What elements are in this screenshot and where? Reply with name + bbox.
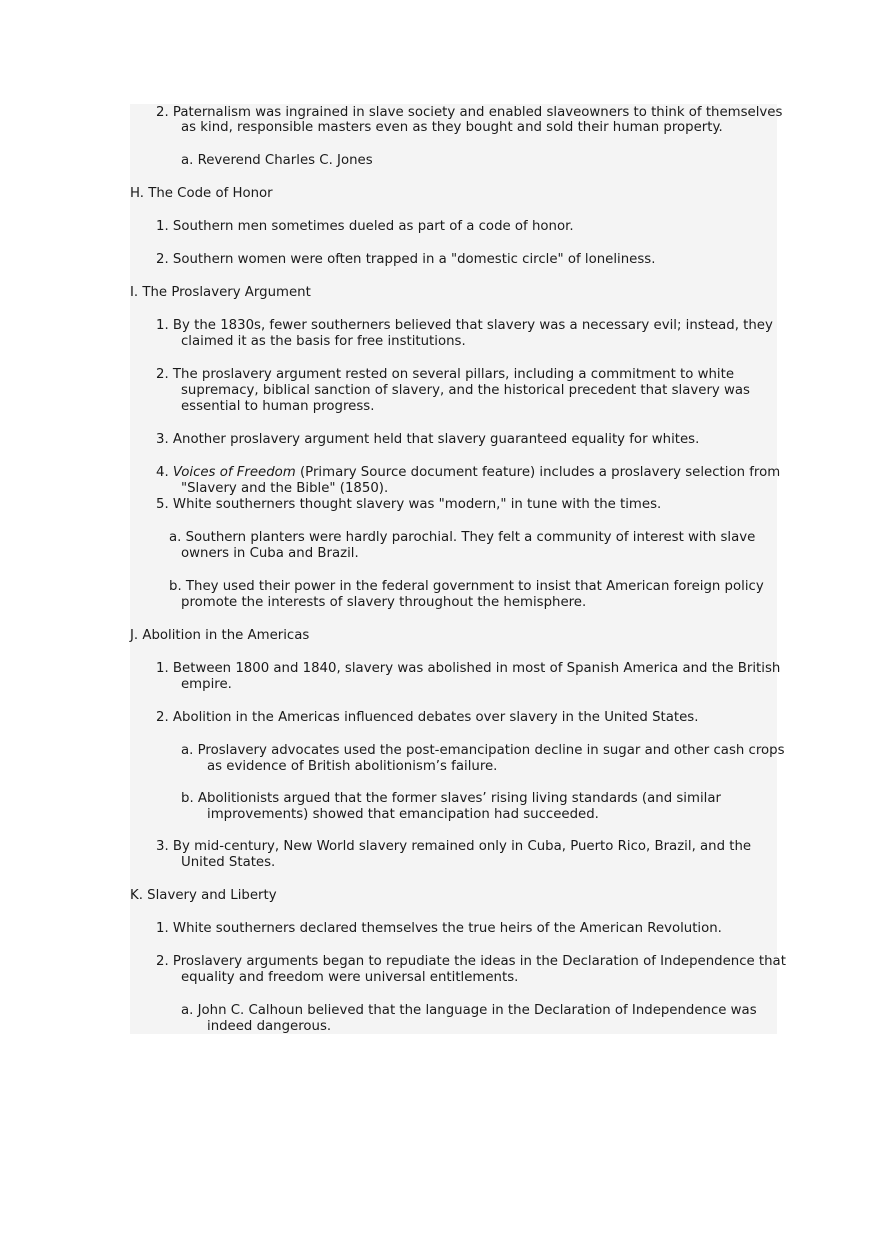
item-text: (Primary Source document feature) includes a proslavery selection from — [295, 465, 781, 480]
item-text: as kind, responsible masters even as they bought and sold their human property. — [181, 120, 723, 135]
item-text: Proslavery arguments began to repudiate the ideas in the Declaration of Independence that — [172, 954, 786, 969]
item-text: United States. — [181, 855, 276, 870]
item-text: Abolition in the Americas influenced debates over slavery in the United States. — [172, 710, 699, 725]
item-number: a. — [181, 743, 194, 758]
item-number: 2. — [156, 105, 169, 120]
section-heading: H. The Code of Honor — [130, 186, 273, 201]
item-number: 1. — [156, 318, 169, 333]
item-number: 4. — [156, 465, 169, 480]
item-text: improvements) showed that emancipation had succeeded. — [207, 807, 599, 822]
item-text: as evidence of British abolitionism’s failure. — [207, 759, 498, 774]
item-text: empire. — [181, 677, 232, 692]
item-text: Southern planters were hardly parochial. They felt a community of interest with slave — [185, 530, 756, 545]
item-text: By the 1830s, fewer southerners believed that slavery was a necessary evil; instead, they — [172, 318, 773, 333]
item-text: Another proslavery argument held that slavery guaranteed equality for whites. — [172, 432, 700, 447]
item-text: The proslavery argument rested on several pillars, including a commitment to white — [172, 367, 734, 382]
item-text: Reverend Charles C. Jones — [197, 153, 373, 168]
item-number: a. — [169, 530, 182, 545]
item-number: 5. — [156, 497, 169, 512]
item-number: 3. — [156, 432, 169, 447]
item-number: 2. — [156, 954, 169, 969]
item-text: They used their power in the federal government to insist that American foreign policy — [185, 579, 764, 594]
item-text: claimed it as the basis for free institutions. — [181, 334, 466, 349]
item-text: White southerners declared themselves the true heirs of the American Revolution. — [172, 921, 722, 936]
item-text: Proslavery advocates used the post-emancipation decline in sugar and other cash crops — [197, 743, 785, 758]
item-text: indeed dangerous. — [207, 1019, 332, 1034]
section-heading: I. The Proslavery Argument — [130, 285, 311, 300]
item-text: "Slavery and the Bible" (1850). — [181, 481, 389, 496]
item-number: 2. — [156, 710, 169, 725]
item-number: 2. — [156, 252, 169, 267]
item-text: equality and freedom were universal entitlements. — [181, 970, 519, 985]
book-title: Voices of Freedom — [172, 465, 296, 480]
item-text: Paternalism was ingrained in slave society and enabled slaveowners to think of themselves — [172, 105, 783, 120]
item-text: promote the interests of slavery throughout the hemisphere. — [181, 595, 587, 610]
item-text: White southerners thought slavery was "modern," in tune with the times. — [172, 497, 662, 512]
item-text: owners in Cuba and Brazil. — [181, 546, 359, 561]
item-text: supremacy, biblical sanction of slavery, and the historical precedent that slavery was — [181, 383, 750, 398]
item-text: essential to human progress. — [181, 399, 375, 414]
item-text: John C. Calhoun believed that the language in the Declaration of Independence was — [197, 1003, 757, 1018]
item-number: 1. — [156, 921, 169, 936]
item-number: b. — [181, 791, 194, 806]
item-number: b. — [169, 579, 182, 594]
item-number: 3. — [156, 839, 169, 854]
item-number: a. — [181, 1003, 194, 1018]
section-heading: K. Slavery and Liberty — [130, 888, 277, 903]
item-number: 1. — [156, 661, 169, 676]
item-text: Abolitionists argued that the former slaves’ rising living standards (and similar — [197, 791, 721, 806]
item-number: 2. — [156, 367, 169, 382]
item-text: Southern men sometimes dueled as part of a code of honor. — [172, 219, 574, 234]
item-number: a. — [181, 153, 194, 168]
item-text: By mid-century, New World slavery remained only in Cuba, Puerto Rico, Brazil, and the — [172, 839, 752, 854]
section-heading: J. Abolition in the Americas — [130, 628, 310, 643]
item-text: Between 1800 and 1840, slavery was abolished in most of Spanish America and the British — [172, 661, 781, 676]
item-text: Southern women were often trapped in a "domestic circle" of loneliness. — [172, 252, 656, 267]
item-number: 1. — [156, 219, 169, 234]
